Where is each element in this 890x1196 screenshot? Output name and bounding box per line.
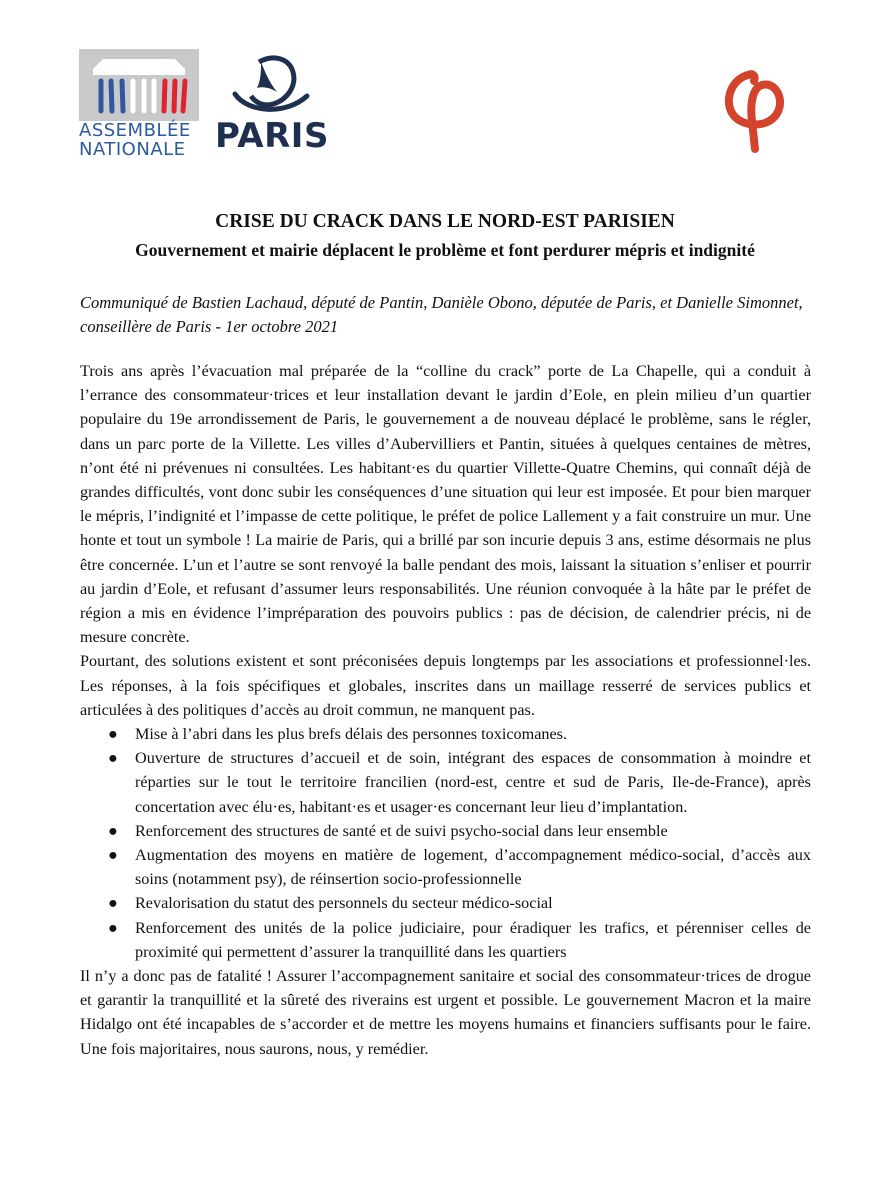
bullet-icon: ●	[108, 725, 118, 744]
paris-logo	[215, 52, 327, 158]
list-item-text: Revalorisation du statut des personnels du secteur médico-social	[135, 894, 553, 913]
list-item	[80, 916, 811, 964]
assemblee-nationale-logo	[79, 49, 201, 159]
assemblee-nationale-wordmark	[79, 121, 201, 159]
solutions-list	[80, 722, 811, 964]
assemblee-building-icon	[79, 49, 199, 121]
list-item-text: Augmentation des moyens en matière de logement, d’accompagnement médico-social, d’accès aux soins (notamment psy), de réinsertion socio-professionnelle	[135, 846, 811, 889]
document-body	[80, 359, 811, 1061]
list-item-text: Ouverture de structures d’accueil et de soin, intégrant des espaces de consommation à moindre et réparties sur le tout le territoire francilien (nord-est, centre et sud de Paris, Ile-de-France), après concertation avec élu·es, habitant·es et usager·es concernant leur lieu d’implantation.	[135, 749, 811, 816]
paragraph-conclusion: Il n’y a donc pas de fatalité ! Assurer l’accompagnement sanitaire et social des consommateur·trices de drogue et garantir la tranquillité et la sûreté des riverains est urgent et possible. Le gouvernement Macron et la maire Hidalgo ont été incapables de s’accorder et de mettre les moyens humains et financiers suffisants pour le faire. Une fois majoritaires, nous saurons, nous, y remédier.	[80, 967, 811, 1058]
document-subtitle: Gouvernement et mairie déplacent le problème et font perdurer mépris et indignité	[135, 240, 755, 260]
document-title: CRISE DU CRACK DANS LE NORD-EST PARISIEN	[215, 211, 675, 232]
bullet-icon: ●	[108, 749, 118, 768]
assemblee-line1: ASSEMBLÉE	[79, 120, 191, 141]
paris-wordmark: PARIS	[215, 116, 329, 156]
list-item	[80, 891, 811, 915]
assemblee-line2: NATIONALE	[79, 139, 186, 160]
list-item	[80, 722, 811, 746]
bullet-icon: ●	[108, 821, 118, 840]
paragraph-solutions: Pourtant, des solutions existent et sont préconisées depuis longtemps par les associations et professionnel·les. Les réponses, à la fois spécifiques et globales, inscrites dans un maillage resserré de services publics et articulées à des politiques d’accès au droit commun, ne manquent pas.	[80, 652, 811, 719]
bullet-icon: ●	[108, 846, 118, 865]
paris-ship-icon	[215, 52, 327, 118]
byline: Communiqué de Bastien Lachaud, député de Pantin, Danièle Obono, députée de Paris, et Danielle Simonnet, conseillère de Paris - 1er octobre 2021	[80, 293, 803, 336]
bullet-icon: ●	[108, 918, 118, 937]
list-item	[80, 746, 811, 819]
list-item	[80, 819, 811, 843]
list-item	[80, 843, 811, 891]
phi-logo-icon	[718, 65, 790, 155]
list-item-text: Renforcement des structures de santé et de suivi psycho-social dans leur ensemble	[135, 821, 668, 840]
list-item-text: Mise à l’abri dans les plus brefs délais des personnes toxicomanes.	[135, 725, 568, 744]
bullet-icon: ●	[108, 894, 118, 913]
paragraph-intro: Trois ans après l’évacuation mal préparée de la “colline du crack” porte de La Chapelle, qui a conduit à l’errance des consommateur·trices et leur installation devant le jardin d’Eole, en plein milieu d’un quartier populaire du 19e arrondissement de Paris, le gouvernement a de nouveau déplacé le problème, sans le régler, dans un parc porte de la Villette. Les villes d’Aubervilliers et Pantin, situées à quelques centaines de mètres, n’ont été ni prévenues ni consultées. Les habitant·es du quartier Villette-Quatre Chemins, qui connaît déjà de grandes difficultés, vont donc subir les conséquences d’une situation qui leur est imposée. Et pour bien marquer le mépris, l’indignité et l’impasse de cette politique, le préfet de police Lallement y a fait construire un mur. Une honte et tout un symbole ! La mairie de Paris, qui a brillé par son incurie depuis 3 ans, estime désormais ne plus être concernée. L’un et l’autre se sont renvoyé la balle pendant des mois, laissant la situation s’enliser et pourrir au jardin d’Eole, et refusant d’assumer leurs responsabilités. Une réunion convoquée à la hâte par le préfet de région a mis en évidence l’impréparation des pouvoirs publics : pas de décision, de calendrier précis, ni de mesure concrète.	[80, 362, 811, 647]
list-item-text: Renforcement des unités de la police judiciaire, pour éradiquer les trafics, et pérenniser celles de proximité qui permettent d’assurer la tranquillité dans les quartiers	[135, 918, 811, 961]
